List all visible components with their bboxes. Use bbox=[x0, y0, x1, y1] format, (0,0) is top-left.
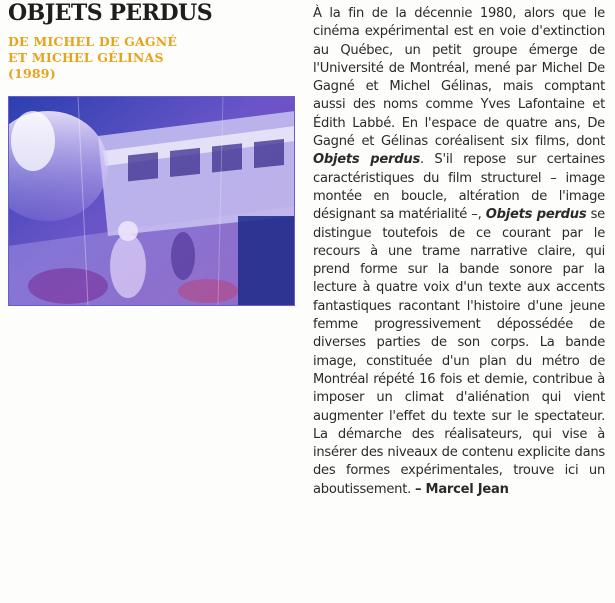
article-text-1: À la fin de la décennie 1980, alors que le cinéma expérimental est en voie d'extinction au Québec, un petit groupe émerge de l'Université de Montréal, mené par Michel De Gagné et Michel Gélinas, mais comptant aussi des noms comme Yves Lafontaine et Édith Labbé. En l'espace de quatre ans, De Gagné et Gélinas coréalisent six films, dont bbox=[313, 6, 605, 150]
film-title-reference: Objets perdus bbox=[313, 152, 421, 168]
article-text-3: se distingue toutefois de ce courant par le recours à une trame narrative claire, qui prend forme sur la bande sonore par la lecture à quatre voix d'un texte aux accents fantastiques racontant l'histoire d'une jeune femme progressivement dépossédée de diverses parties de son corps. La bande image, constituée d'un plan du métro de Montréal répété 16 fois et demie, contribue à imposer un climat d'aliénation qui vient augmenter l'effet du texte sur le spectateur. La démarche des réalisateurs, qui vise à insérer des niveaux de contenu explicite dans des formes expérimentales, trouve ici un aboutissement. bbox=[313, 207, 605, 497]
film-year: (1989) bbox=[8, 66, 56, 81]
author-signature: – Marcel Jean bbox=[414, 481, 509, 497]
film-still-image bbox=[8, 96, 295, 306]
article-body bbox=[313, 5, 605, 499]
film-credits bbox=[8, 34, 298, 82]
article-text-2: . S'il repose sur certaines caractéristiques du film structurel – image montée en boucle, altération de l'image désignant sa matérialité –, bbox=[313, 152, 606, 223]
director-line-2: ET MICHEL GÉLINAS bbox=[8, 50, 164, 65]
film-title-reference: Objets perdus bbox=[485, 207, 587, 223]
director-line-1: DE MICHEL DE GAGNÉ bbox=[8, 34, 178, 49]
film-title: OBJETS PERDUS bbox=[8, 0, 213, 26]
